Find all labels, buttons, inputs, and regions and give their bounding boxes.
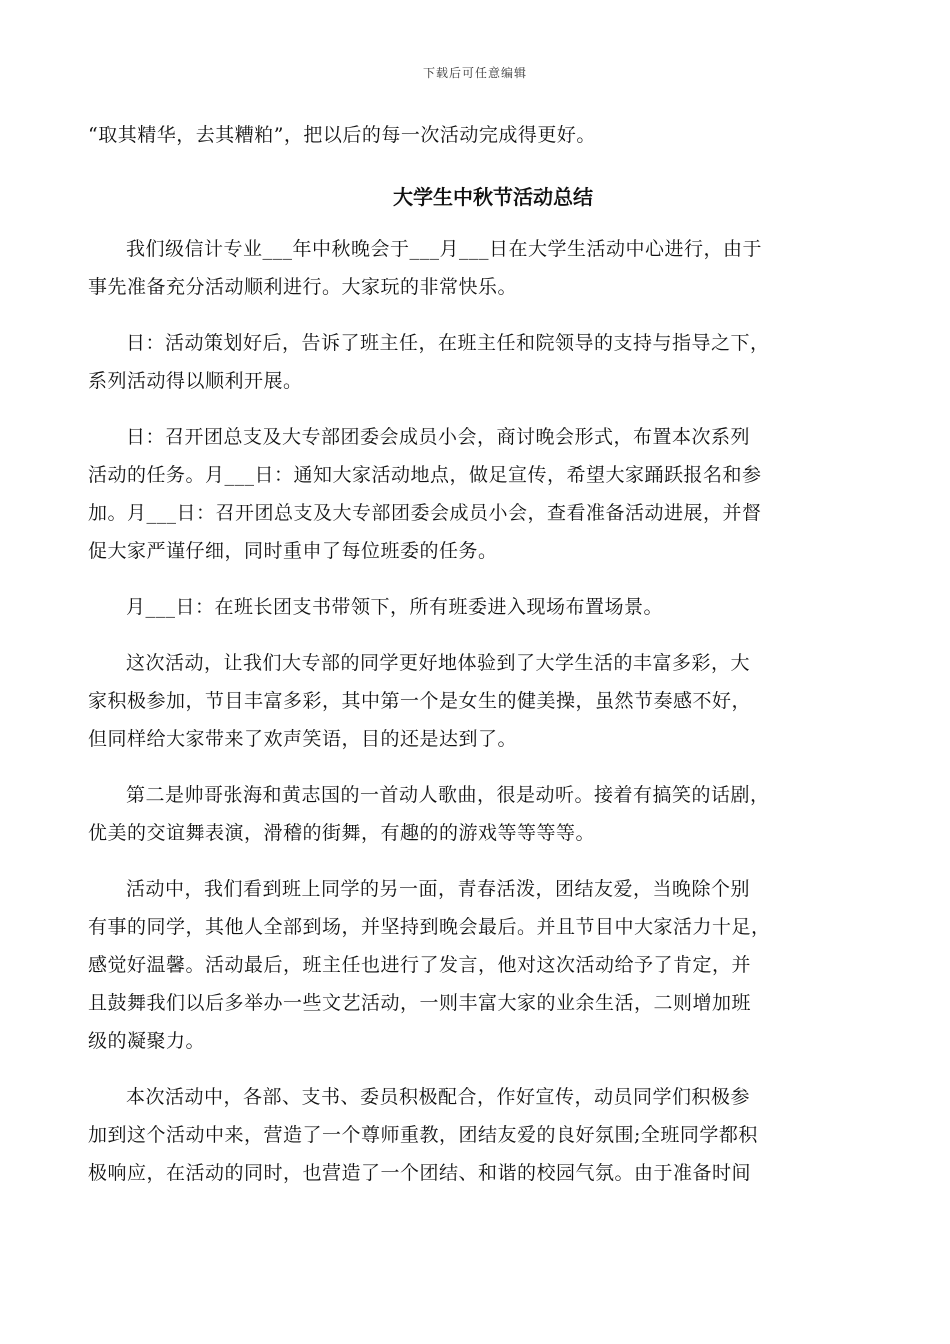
paragraph-line: 家积极参加，节目丰富多彩，其中第一个是女生的健美操，虽然节奏感不好， <box>88 690 752 712</box>
paragraph <box>88 324 862 400</box>
paragraph-line: 我们级信计专业___年中秋晚会于___月___日在大学生活动中心进行，由于 <box>126 238 763 260</box>
paragraph-line: 活动的任务。月___日：通知大家活动地点，做足宣传，希望大家踊跃报名和参 <box>88 464 762 486</box>
paragraph-line: 活动中，我们看到班上同学的另一面，青春活泼，团结友爱，当晚除个别 <box>126 878 751 900</box>
paragraph-line: 且鼓舞我们以后多举办一些文艺活动，一则丰富大家的业余生活，二则增加班 <box>88 992 752 1014</box>
paragraph <box>88 588 862 626</box>
paragraph-line: 这次活动，让我们大专部的同学更好地体验到了大学生活的丰富多彩，大 <box>126 652 751 674</box>
paragraph-line: 促大家严谨仔细，同时重申了每位班委的任务。 <box>88 540 498 562</box>
paragraph-line: 日：召开团总支及大专部团委会成员小会，商讨晚会形式，布置本次系列 <box>126 426 751 448</box>
paragraph-line: 有事的同学，其他人全部到场，并坚持到晚会最后。并且节目中大家活力十足， <box>88 916 771 938</box>
paragraph-line: 月___日：在班长团支书带领下，所有班委进入现场布置场景。 <box>126 596 664 618</box>
paragraph-line: 本次活动中，各部、支书、委员积极配合，作好宣传，动员同学们积极参 <box>126 1086 751 1108</box>
paragraph-line: 感觉好温馨。活动最后，班主任也进行了发言，他对这次活动给予了肯定，并 <box>88 954 752 976</box>
paragraph <box>88 644 862 758</box>
paragraph <box>88 1078 862 1192</box>
page-header: 下载后可任意编辑 <box>422 66 527 80</box>
paragraph-line: 但同样给大家带来了欢声笑语，目的还是达到了。 <box>88 728 518 750</box>
paragraph <box>88 776 862 852</box>
paragraph-line: 事先准备充分活动顺利进行。大家玩的非常快乐。 <box>88 276 518 298</box>
paragraph-line: 极响应，在活动的同时，也营造了一个团结、和谐的校园气氛。由于准备时间 <box>88 1162 752 1184</box>
paragraph-line: 加到这个活动中来，营造了一个尊师重教，团结友爱的良好氛围;全班同学都积 <box>88 1124 758 1146</box>
paragraph-line: 加。月___日：召开团总支及大专部团委会成员小会，查看准备活动进展，并督 <box>88 502 762 524</box>
paragraph-list <box>88 230 862 1192</box>
paragraph <box>88 418 862 570</box>
paragraph-line: 第二是帅哥张海和黄志国的一首动人歌曲，很是动听。接着有搞笑的话剧， <box>126 784 770 806</box>
document-title: 大学生中秋节活动总结 <box>393 185 593 209</box>
paragraph <box>88 870 862 1060</box>
intro-line: “取其精华，去其糟粕”，把以后的每一次活动完成得更好。 <box>88 124 596 146</box>
document-body <box>88 116 862 1210</box>
paragraph <box>88 230 862 306</box>
paragraph-line: 优美的交谊舞表演，滑稽的街舞，有趣的的游戏等等等等。 <box>88 822 596 844</box>
paragraph-line: 日：活动策划好后，告诉了班主任，在班主任和院领导的支持与指导之下， <box>126 332 770 354</box>
paragraph-line: 系列活动得以顺利开展。 <box>88 370 303 392</box>
paragraph-line: 级的凝聚力。 <box>88 1030 206 1052</box>
